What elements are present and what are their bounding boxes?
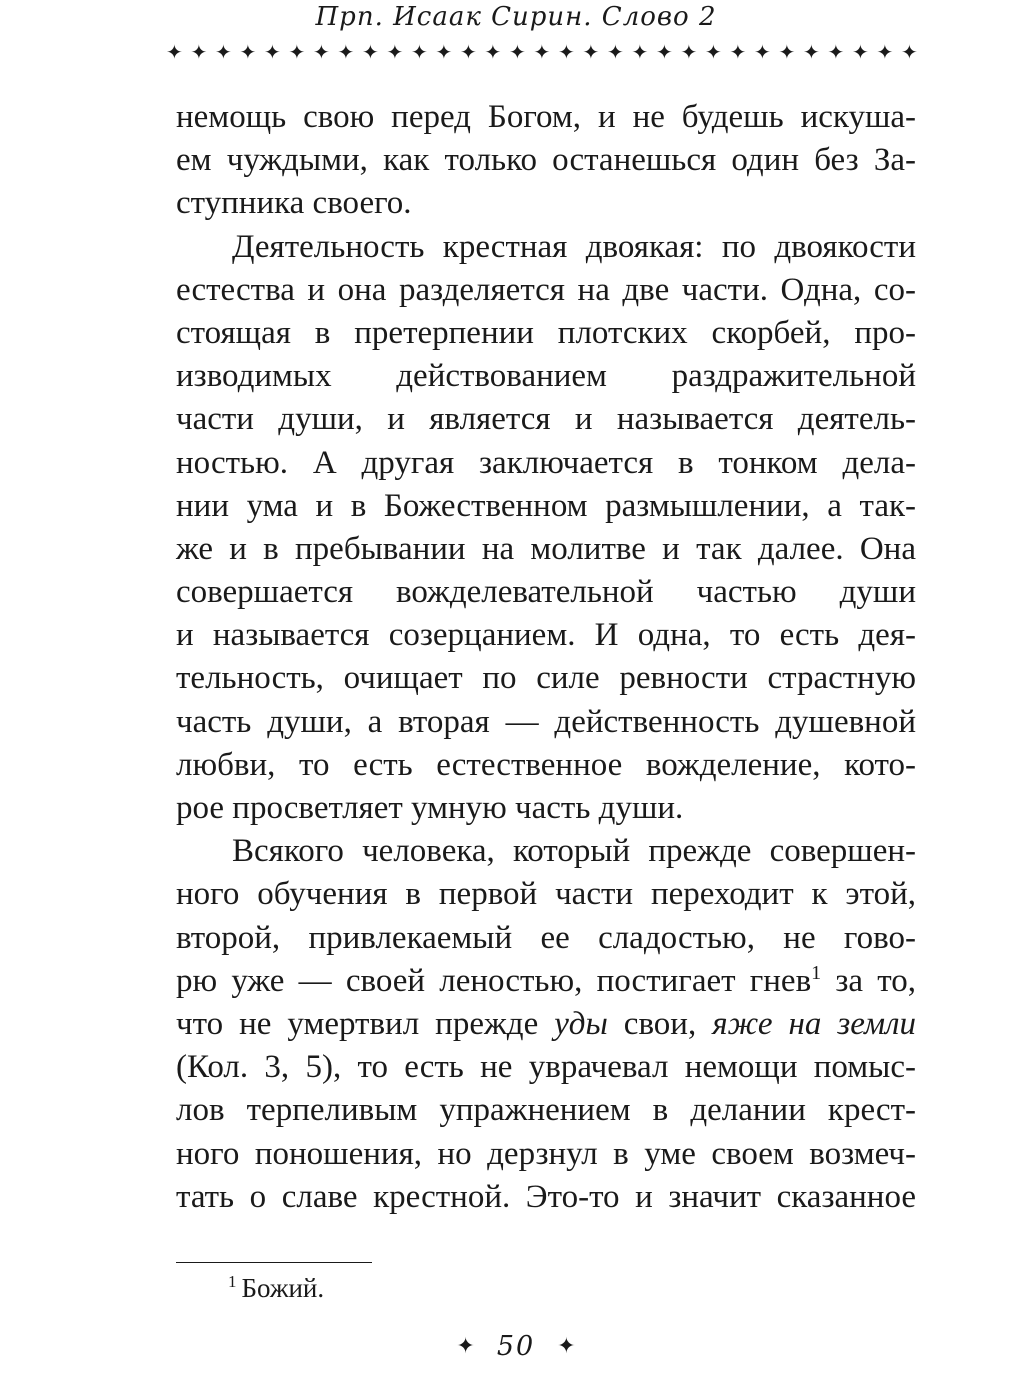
ornament-icon: ✦	[729, 40, 747, 64]
footnote-text: Божий.	[241, 1273, 325, 1303]
text-line: немощь свою перед Богом, и не будешь искуша-	[176, 99, 916, 135]
ornament-icon: ✦	[778, 40, 796, 64]
text-line: и называется созерцанием. И одна, то есть дея-	[176, 617, 916, 654]
text-line: часть души, а вторая — действенность душевной	[176, 703, 916, 740]
ornament-icon: ✦	[827, 40, 845, 64]
text-line: рое просветляет умную часть души.	[176, 790, 684, 826]
text-line: любви, то есть естественное вожделение, кото-	[176, 746, 916, 783]
ornament-icon: ✦	[557, 1333, 576, 1359]
italic-quote: уды	[554, 1005, 608, 1042]
ornament-icon: ✦	[435, 40, 453, 64]
text-line: изводимых действованием раздражительной	[176, 358, 916, 395]
ornament-icon: ✦	[190, 40, 208, 64]
ornament-icon: ✦	[533, 40, 551, 64]
ornament-icon: ✦	[288, 40, 306, 64]
ornament-icon: ✦	[705, 40, 722, 64]
page-footer	[0, 1326, 1032, 1366]
ornament-icon: ✦	[631, 40, 649, 64]
ornament-icon: ✦	[313, 40, 330, 64]
text-line: лов терпеливым упражнением в делании крест-	[176, 1092, 916, 1129]
running-header: Прп. Исаак Сирин. Слово 2	[315, 2, 717, 32]
text-line: нии ума и в Божественном размышлении, а так-	[176, 487, 916, 524]
ornament-icon: ✦	[166, 40, 183, 64]
text-line: тельность, очищает по силе ревности страстную	[176, 660, 916, 697]
text-line-with-quote	[176, 1003, 916, 1046]
text-line: второй, привлекаемый ее сладостью, не гово-	[176, 919, 916, 956]
footnote-mark: 1	[228, 1272, 237, 1291]
text-line: совершается вожделевательной частью души	[176, 574, 916, 611]
ornament-icon: ✦	[901, 40, 918, 64]
ornament-icon: ✦	[509, 40, 526, 64]
text-run: что не умертвил прежде	[176, 1005, 555, 1042]
body-text	[176, 96, 916, 1219]
ornament-icon: ✦	[754, 40, 771, 64]
ornament-icon: ✦	[582, 40, 600, 64]
text-line: ного поношения, но дерзнул в уме своем возмеч-	[176, 1135, 916, 1172]
ornament-icon: ✦	[852, 40, 869, 64]
text-line: ностью. А другая заключается в тонком дела-	[176, 444, 916, 481]
text-line: тать о славе крестной. Это-то и значит сказанное	[176, 1178, 916, 1215]
ornament-icon: ✦	[386, 40, 404, 64]
ornament-icon: ✦	[803, 40, 820, 64]
header-ornament-row	[166, 38, 918, 66]
ornament-icon: ✦	[656, 40, 673, 64]
text-line: (Кол. 3, 5), то есть не уврачевал немощи помыс-	[176, 1049, 916, 1086]
text-line: части души, и является и называется деятель-	[176, 401, 916, 438]
text-run: за то,	[821, 962, 916, 999]
text-line: ем чуждыми, как только останешься один без За-	[176, 142, 916, 179]
ornament-icon: ✦	[558, 40, 575, 64]
ornament-icon: ✦	[264, 40, 281, 64]
ornament-icon: ✦	[680, 40, 698, 64]
ornament-icon: ✦	[484, 40, 502, 64]
text-run: рю уже — своей леностью, постигает гнев	[176, 962, 812, 999]
ornament-icon: ✦	[215, 40, 232, 64]
footnote	[228, 1271, 324, 1305]
ornament-icon: ✦	[607, 40, 624, 64]
text-line-with-footnote	[176, 960, 916, 1003]
italic-quote: яже на земли	[712, 1005, 916, 1042]
footnote-divider	[176, 1262, 372, 1263]
ornament-icon: ✦	[239, 40, 257, 64]
footnote-ref[interactable]: 1	[811, 961, 822, 984]
ornament-icon: ✦	[460, 40, 477, 64]
text-run: свои,	[607, 1005, 713, 1042]
page-number: 50	[496, 1330, 536, 1362]
text-line: ступника своего.	[176, 185, 412, 222]
text-line: же и в пребывании на молитве и так далее. Она	[176, 530, 916, 567]
ornament-icon: ✦	[411, 40, 428, 64]
ornament-icon: ✦	[362, 40, 379, 64]
ornament-icon: ✦	[456, 1333, 475, 1359]
text-line: Всякого человека, который прежде совершен-	[232, 833, 916, 870]
text-line: стоящая в претерпении плотских скорбей, про-	[176, 314, 916, 351]
text-line: ного обучения в первой части переходит к этой,	[176, 876, 916, 913]
text-line: естества и она разделяется на две части. Одна, со-	[176, 271, 916, 308]
text-line: Деятельность крестная двоякая: по двоякости	[232, 228, 916, 265]
ornament-icon: ✦	[876, 40, 894, 64]
ornament-icon: ✦	[337, 40, 355, 64]
